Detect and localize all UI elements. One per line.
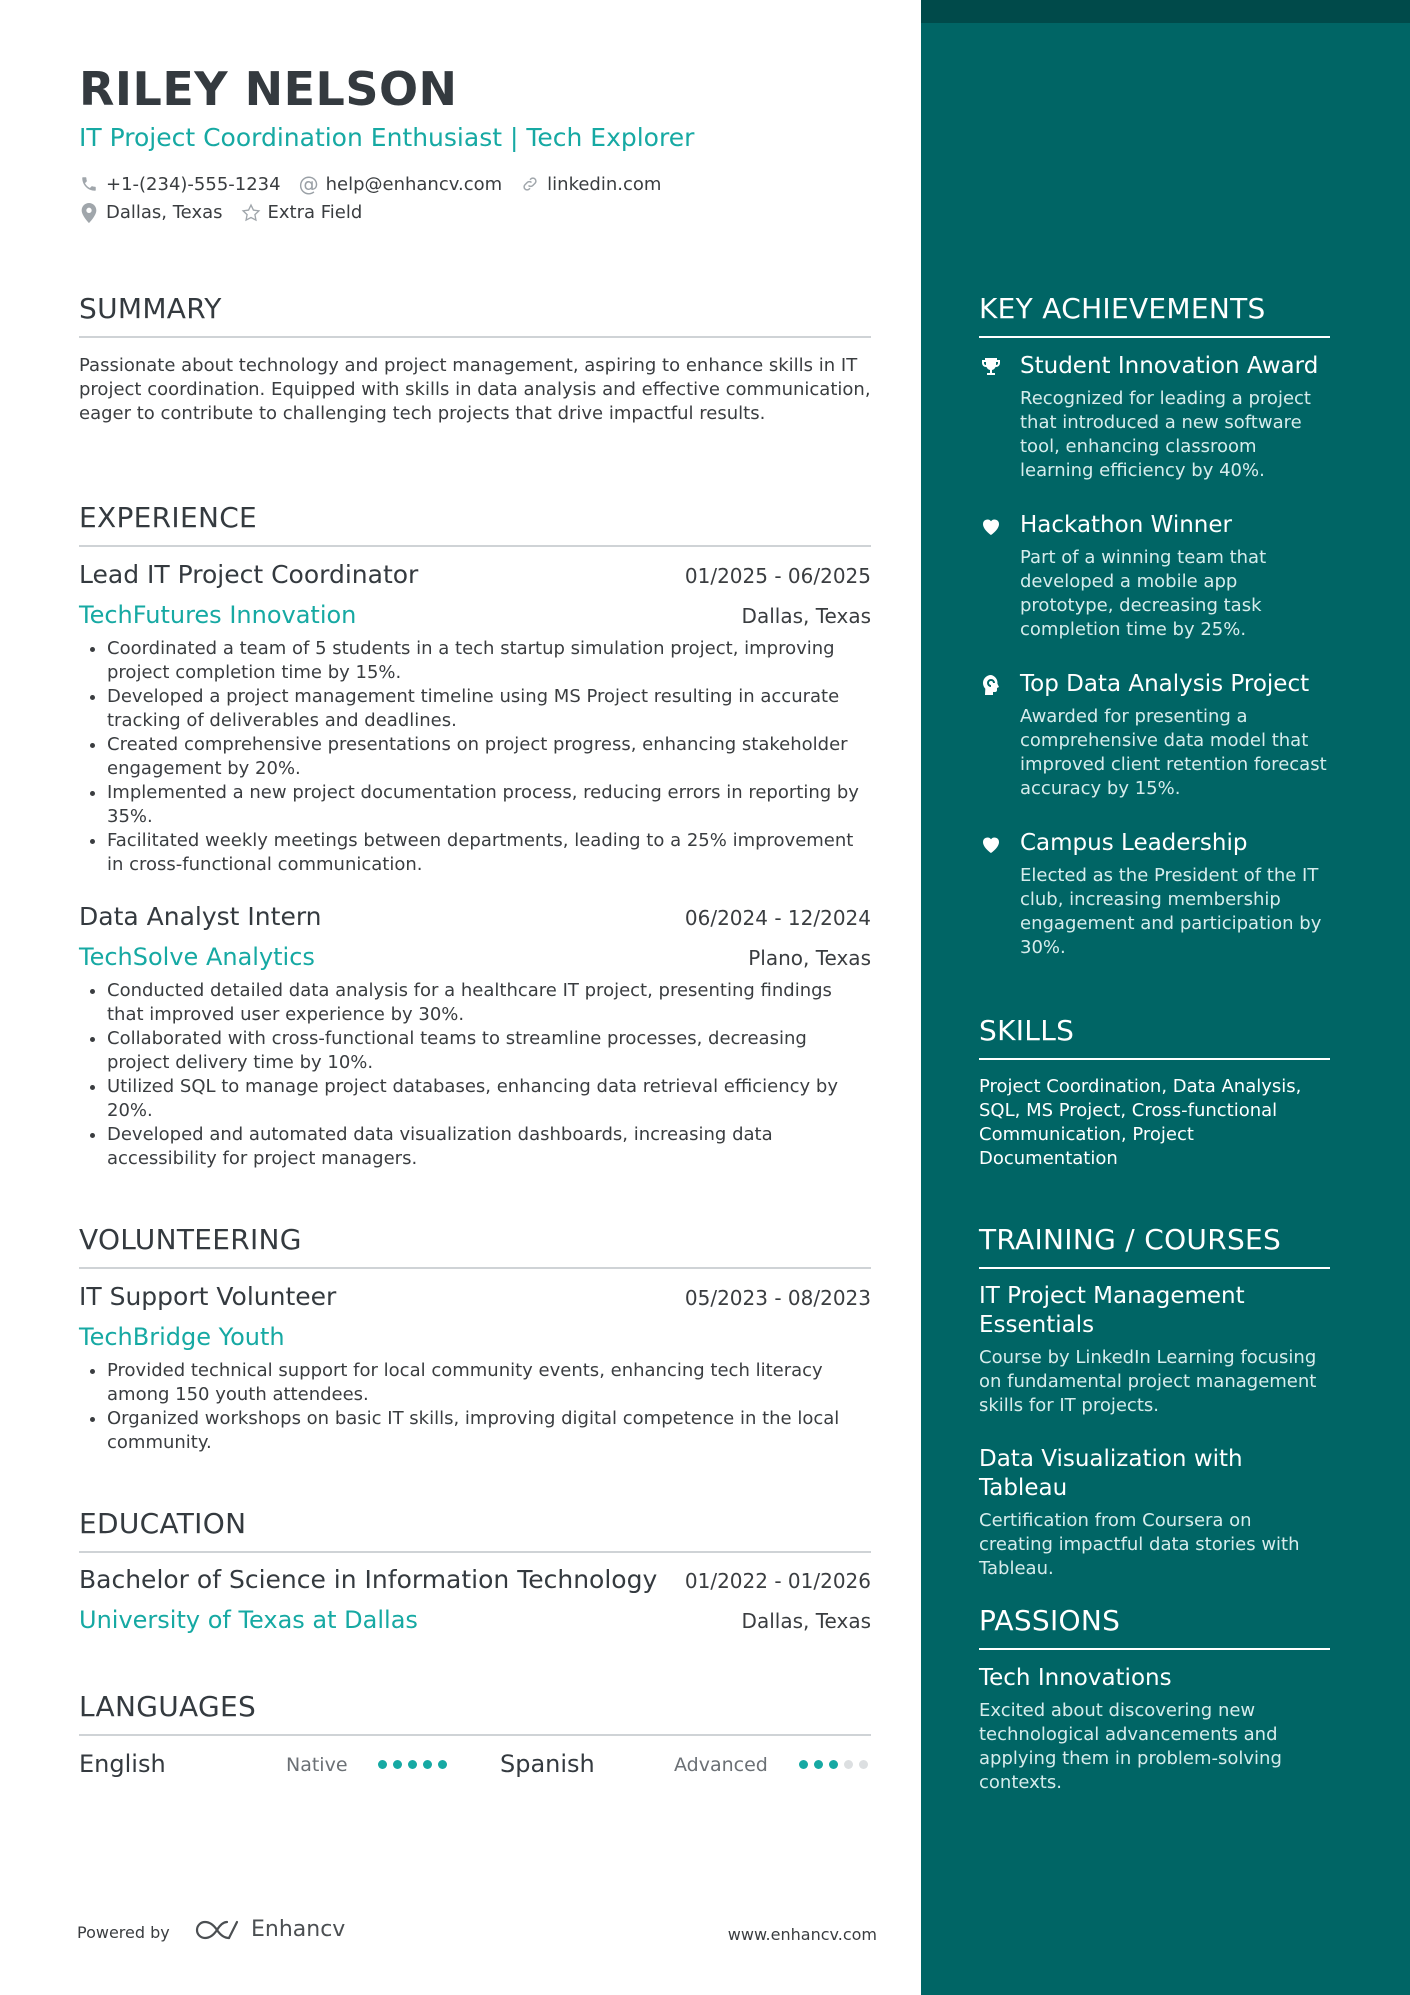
site-link[interactable]: www.enhancv.com <box>727 1925 877 1944</box>
job-bullets <box>79 637 871 877</box>
language-level: Advanced <box>674 1754 768 1776</box>
job-bullet: • Facilitated weekly meetings between departments, leading to a 25% improvement in cross-functional communication. <box>107 829 871 877</box>
volunteer-entry <box>79 1282 871 1455</box>
job-bullet: • Implemented a new project documentation process, reducing errors in reporting by 35%. <box>107 781 871 829</box>
phone-text[interactable]: +1-(234)-555-1234 <box>106 173 281 195</box>
course-title: IT Project Management Essentials <box>979 1283 1245 1338</box>
job-bullet: • Created comprehensive presentations on project progress, enhancing stakeholder engagement by 20%. <box>107 733 871 781</box>
passion-title: Tech Innovations <box>979 1665 1172 1691</box>
rating-dot-filled <box>799 1760 808 1769</box>
trophy-icon <box>979 355 1003 379</box>
volunteer-title: IT Support Volunteer <box>79 1282 337 1311</box>
contact-extra <box>241 202 363 223</box>
job-bullet: • Utilized SQL to manage project databases, enhancing data retrieval efficiency by 20%. <box>107 1075 871 1123</box>
job-entry <box>79 902 871 1171</box>
summary-title: SUMMARY <box>79 292 871 338</box>
course-desc: Certification from Coursera on creating impactful data stories with Tableau. <box>979 1510 1300 1579</box>
rating-dot-filled <box>378 1760 387 1769</box>
course-desc: Course by LinkedIn Learning focusing on fundamental project management skills for IT projects. <box>979 1347 1317 1416</box>
powered-by-text: Powered by <box>77 1923 170 1942</box>
achievement-title: Student Innovation Award <box>1020 353 1319 379</box>
job-location: Plano, Texas <box>748 946 871 970</box>
contact-location <box>79 202 223 223</box>
headline: IT Project Coordination Enthusiast | Tech Explorer <box>79 123 695 152</box>
job-bullet: • Conducted detailed data analysis for a healthcare IT project, presenting findings that improved user experience by 30%. <box>107 979 871 1027</box>
sidebar-top-band <box>921 0 1410 23</box>
contact-row-2 <box>79 202 362 223</box>
rating-dot-filled <box>814 1760 823 1769</box>
achievement-desc: Elected as the President of the IT club, increasing membership engagement and participation by 30%. <box>1020 865 1322 958</box>
link-icon <box>520 175 540 193</box>
job-bullet: • Collaborated with cross-functional teams to streamline processes, decreasing project delivery time by 10%. <box>107 1027 871 1075</box>
volunteer-org: TechBridge Youth <box>79 1323 285 1351</box>
linkedin-text[interactable]: linkedin.com <box>547 173 662 195</box>
rating-dot-filled <box>438 1760 447 1769</box>
language-level: Native <box>286 1754 348 1776</box>
contact-linkedin <box>520 174 661 195</box>
volunteer-bullet: • Organized workshops on basic IT skills, improving digital competence in the local community. <box>107 1407 871 1455</box>
volunteer-bullets <box>79 1359 871 1455</box>
volunteer-date: 05/2023 - 08/2023 <box>684 1286 871 1310</box>
extra-text: Extra Field <box>267 202 363 223</box>
enhancv-logo-icon <box>195 1918 241 1942</box>
passion-item <box>979 1664 1330 1795</box>
education-title: EDUCATION <box>79 1507 871 1553</box>
skills-title: SKILLS <box>979 1014 1330 1060</box>
job-entry <box>79 560 871 877</box>
language-rating <box>378 1760 447 1769</box>
rating-dot-filled <box>393 1760 402 1769</box>
job-title: Lead IT Project Coordinator <box>79 560 419 589</box>
achievement-title: Campus Leadership <box>1020 830 1248 856</box>
achievement-title: Top Data Analysis Project <box>1020 671 1310 697</box>
language-name: Spanish <box>500 1750 595 1778</box>
at-icon: @ <box>298 172 319 196</box>
brand-logo[interactable] <box>195 1917 345 1942</box>
achievement-item <box>979 512 1330 642</box>
candidate-name: RILEY NELSON <box>79 62 458 116</box>
passions-title: PASSIONS <box>979 1604 1330 1650</box>
achievement-item <box>979 671 1330 801</box>
contact-row-1 <box>79 172 661 196</box>
course-item <box>979 1282 1330 1418</box>
achievement-item <box>979 830 1330 960</box>
sidebar <box>921 0 1410 1995</box>
achievement-item <box>979 353 1330 483</box>
education-location: Dallas, Texas <box>741 1609 871 1633</box>
rating-dot-filled <box>829 1760 838 1769</box>
email-text[interactable]: help@enhancv.com <box>325 173 503 195</box>
passion-desc: Excited about discovering new technological advancements and applying them in problem-solving contexts. <box>979 1700 1282 1793</box>
rating-dot-empty <box>844 1760 853 1769</box>
summary-text: Passionate about technology and project management, aspiring to enhance skills in IT project coordination. Equipped with skills in data analysis and effective communication, eager to contribute to challenging tech projects that drive impactful results. <box>79 355 871 424</box>
rating-dot-filled <box>408 1760 417 1769</box>
job-bullet: • Developed a project management timeline using MS Project resulting in accurate tracking of deliverables and deadlines. <box>107 685 871 733</box>
course-title: Data Visualization with Tableau <box>979 1446 1243 1501</box>
brand-name: Enhancv <box>251 1917 346 1942</box>
education-date: 01/2022 - 01/2026 <box>684 1569 871 1593</box>
training-title: TRAINING / COURSES <box>979 1223 1330 1269</box>
phone-icon <box>79 175 99 193</box>
job-date: 01/2025 - 06/2025 <box>684 564 871 588</box>
achievements-title: KEY ACHIEVEMENTS <box>979 292 1330 338</box>
star-icon <box>241 203 261 223</box>
languages-row <box>79 1750 871 1780</box>
language-rating <box>799 1760 868 1769</box>
location-text: Dallas, Texas <box>106 202 223 223</box>
rating-dot-filled <box>423 1760 432 1769</box>
experience-title: EXPERIENCE <box>79 501 871 547</box>
brain-icon <box>979 673 1003 697</box>
degree: Bachelor of Science in Information Technology <box>79 1565 658 1594</box>
course-item <box>979 1445 1330 1581</box>
job-location: Dallas, Texas <box>741 604 871 628</box>
language-name: English <box>79 1750 166 1778</box>
job-title: Data Analyst Intern <box>79 902 322 931</box>
location-pin-icon <box>79 203 99 223</box>
education-entry <box>79 1565 871 1634</box>
job-company: TechSolve Analytics <box>79 943 315 971</box>
achievement-title: Hackathon Winner <box>1020 512 1232 538</box>
achievement-desc: Recognized for leading a project that introduced a new software tool, enhancing classroom learning efficiency by 40%. <box>1020 388 1311 481</box>
volunteer-bullet: • Provided technical support for local community events, enhancing tech literacy among 150 youth attendees. <box>107 1359 871 1407</box>
job-company: TechFutures Innovation <box>79 601 357 629</box>
volunteering-title: VOLUNTEERING <box>79 1223 871 1269</box>
languages-title: LANGUAGES <box>79 1690 871 1736</box>
job-bullets <box>79 979 871 1171</box>
contact-phone <box>79 174 281 195</box>
heart-icon <box>979 832 1003 856</box>
job-bullet: • Developed and automated data visualization dashboards, increasing data accessibility for project managers. <box>107 1123 871 1171</box>
job-date: 06/2024 - 12/2024 <box>684 906 871 930</box>
heart-icon <box>979 514 1003 538</box>
skills-text: Project Coordination, Data Analysis, SQL, MS Project, Cross-functional Communication, Project Documentation <box>979 1076 1302 1169</box>
achievement-desc: Awarded for presenting a comprehensive data model that improved client retention forecast accuracy by 15%. <box>1020 706 1327 799</box>
contact-email <box>299 172 503 196</box>
school: University of Texas at Dallas <box>79 1606 418 1634</box>
job-bullet: • Coordinated a team of 5 students in a tech startup simulation project, improving project completion time by 15%. <box>107 637 871 685</box>
achievement-desc: Part of a winning team that developed a mobile app prototype, decreasing task completion time by 25%. <box>1020 547 1267 640</box>
footer <box>77 1917 877 1957</box>
rating-dot-empty <box>859 1760 868 1769</box>
